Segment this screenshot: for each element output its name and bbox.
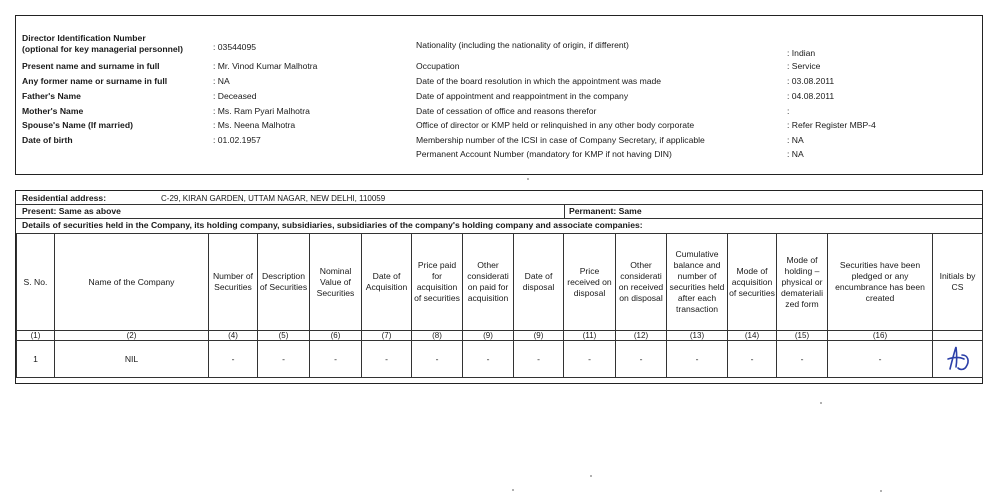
col-header: Securities have been pledged or any encumbrance has been created xyxy=(828,234,933,331)
table-header-row xyxy=(17,234,983,331)
table-cell: - xyxy=(258,341,310,378)
pan-label: Permanent Account Number (mandatory for KMP if not having DIN) xyxy=(416,149,672,159)
initials-signature-icon xyxy=(942,343,974,373)
nationality-label: Nationality (including the nationality of origin, if different) xyxy=(416,40,629,50)
securities-heading: Details of securities held in the Company, its holding company, subsidiaries, subsidiaries of the company's holding company and associate companies: xyxy=(22,220,643,230)
col-header: Mode of holding – physical or demateriali zed form xyxy=(777,234,828,331)
col-number: (8) xyxy=(412,331,463,341)
securities-box xyxy=(15,190,983,384)
father-name-value: : Deceased xyxy=(213,91,257,101)
former-name-value: : NA xyxy=(213,76,230,86)
occupation-value: : Service xyxy=(787,61,821,71)
present-address: Present: Same as above xyxy=(22,206,121,216)
col-number: (9) xyxy=(463,331,514,341)
nationality-value: : Indian xyxy=(787,48,816,58)
table-row xyxy=(17,341,983,378)
table-cell: - xyxy=(728,341,777,378)
col-number xyxy=(933,331,983,341)
col-number: (7) xyxy=(362,331,412,341)
director-info-box xyxy=(15,15,983,175)
residential-address-label: Residential address: xyxy=(22,193,107,203)
col-header: Price paid for acquisition of securities xyxy=(412,234,463,331)
din-value: : 03544095 xyxy=(213,42,257,52)
pan-value: : NA xyxy=(787,149,804,159)
col-number: (9) xyxy=(514,331,564,341)
col-header: Price received on disposal xyxy=(564,234,616,331)
din-label: Director Identification Number (optional for key managerial personnel) xyxy=(22,33,183,54)
mother-name-label: Mother's Name xyxy=(22,106,84,116)
icsi-membership-value: : NA xyxy=(787,135,804,145)
col-header: Date of disposal xyxy=(514,234,564,331)
table-cell: - xyxy=(412,341,463,378)
icsi-membership-label: Membership number of the ICSI in case of Company Secretary, if applicable xyxy=(416,135,705,145)
col-number: (5) xyxy=(258,331,310,341)
col-number: (13) xyxy=(667,331,728,341)
col-number: (2) xyxy=(55,331,209,341)
residential-address-value: C-29, KIRAN GARDEN, UTTAM NAGAR, NEW DELHI, 110059 xyxy=(161,194,386,203)
col-header: Initials by CS xyxy=(933,234,983,331)
col-header: Name of the Company xyxy=(55,234,209,331)
table-cell: - xyxy=(777,341,828,378)
father-name-label: Father's Name xyxy=(22,91,81,101)
appointment-date-value: : 04.08.2011 xyxy=(787,91,835,101)
col-header: Nominal Value of Securities xyxy=(310,234,362,331)
occupation-label: Occupation xyxy=(416,61,460,71)
former-name-label: Any former name or surname in full xyxy=(22,76,168,86)
table-cell: - xyxy=(362,341,412,378)
cessation-value: : xyxy=(787,106,790,116)
table-cell: - xyxy=(209,341,258,378)
col-header: Mode of acquisition of securities xyxy=(728,234,777,331)
col-number: (12) xyxy=(616,331,667,341)
col-header: Cumulative balance and number of securities held after each transaction xyxy=(667,234,728,331)
dob-label: Date of birth xyxy=(22,135,73,145)
table-cell: 1 xyxy=(17,341,55,378)
col-header: Date of Acquisition xyxy=(362,234,412,331)
permanent-address: Permanent: Same xyxy=(569,206,642,216)
col-header: Other considerati on received on disposal xyxy=(616,234,667,331)
dob-value: : 01.02.1957 xyxy=(213,135,261,145)
spouse-name-label: Spouse's Name (If married) xyxy=(22,120,133,130)
other-office-label: Office of director or KMP held or relinquished in any other body corporate xyxy=(416,120,695,130)
table-cell: - xyxy=(828,341,933,378)
securities-table xyxy=(16,233,983,378)
table-cell: - xyxy=(616,341,667,378)
col-header: Number of Securities xyxy=(209,234,258,331)
appointment-date-label: Date of appointment and reappointment in the company xyxy=(416,91,629,101)
column-number-row xyxy=(17,331,983,341)
present-name-label: Present name and surname in full xyxy=(22,61,160,71)
col-number: (14) xyxy=(728,331,777,341)
table-cell: - xyxy=(463,341,514,378)
col-header: Description of Securities xyxy=(258,234,310,331)
col-number: (11) xyxy=(564,331,616,341)
cessation-label: Date of cessation of office and reasons therefor xyxy=(416,106,597,116)
mother-name-value: : Ms. Ram Pyari Malhotra xyxy=(213,106,310,116)
table-cell: - xyxy=(564,341,616,378)
table-cell: - xyxy=(667,341,728,378)
col-number: (4) xyxy=(209,331,258,341)
board-resolution-value: : 03.08.2011 xyxy=(787,76,835,86)
table-cell: - xyxy=(514,341,564,378)
col-header: Other considerati on paid for acquisition xyxy=(463,234,514,331)
table-cell: - xyxy=(310,341,362,378)
board-resolution-label: Date of the board resolution in which the appointment was made xyxy=(416,76,662,86)
col-number: (15) xyxy=(777,331,828,341)
col-number: (6) xyxy=(310,331,362,341)
spouse-name-value: : Ms. Neena Malhotra xyxy=(213,120,296,130)
present-name-value: : Mr. Vinod Kumar Malhotra xyxy=(213,61,318,71)
initials-cell xyxy=(933,341,983,378)
other-office-value: : Refer Register MBP-4 xyxy=(787,120,876,130)
col-number: (1) xyxy=(17,331,55,341)
col-number: (16) xyxy=(828,331,933,341)
table-cell: NIL xyxy=(55,341,209,378)
col-header: S. No. xyxy=(17,234,55,331)
